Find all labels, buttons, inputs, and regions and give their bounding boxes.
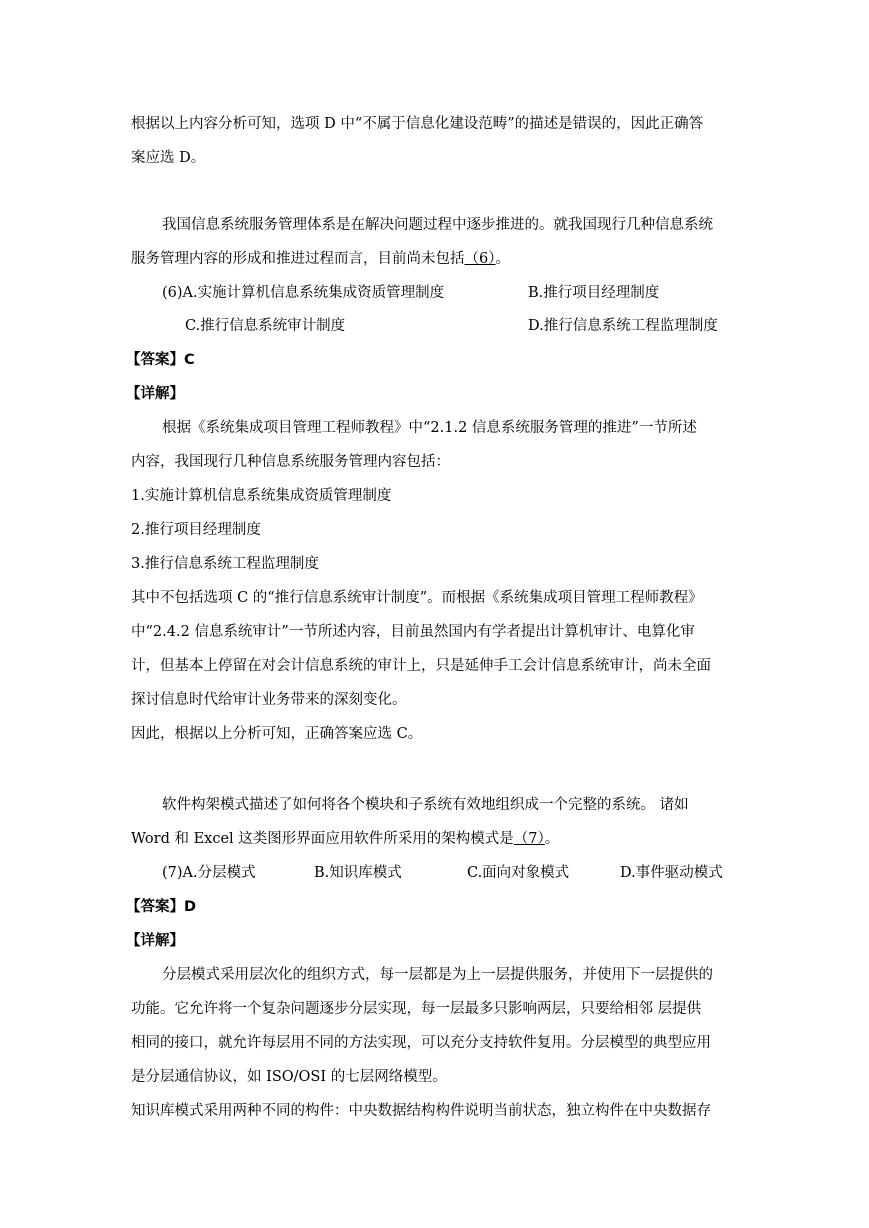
detail-line: 探讨信息时代给审计业务带来的深刻变化。 — [131, 692, 407, 708]
question-6-option-d: D.推行信息系统工程监理制度 — [528, 318, 718, 334]
question-7-stem-line: 软件构架模式描述了如何将各个模块和子系统有效地组织成一个完整的系统。 诸如 — [162, 797, 689, 813]
question-7-detail-heading: 【详解】 — [126, 933, 184, 949]
question-7-option-a: (7)A.分层模式 — [162, 865, 256, 881]
question-7-answer: 【答案】D — [126, 899, 197, 915]
detail-line: 中“2.4.2 信息系统审计”一节所述内容，目前虽然国内有学者提出计算机审计、电算化审 — [131, 624, 695, 640]
stem-text: 。 — [495, 251, 510, 267]
detail-line: 其中不包括选项 C 的“推行信息系统审计制度”。而根据《系统集成项目管理工程师教程》 — [131, 590, 703, 606]
detail-line: 根据《系统集成项目管理工程师教程》中“2.1.2 信息系统服务管理的推进”一节所述 — [162, 420, 697, 436]
question-blank: （6） — [464, 251, 496, 267]
detail-line: 因此，根据以上分析可知，正确答案应选 C。 — [131, 726, 423, 742]
question-7-option-d: D.事件驱动模式 — [620, 865, 723, 881]
detail-line: 2.推行项目经理制度 — [131, 522, 261, 538]
question-6-answer: 【答案】C — [126, 352, 195, 368]
detail-line: 相同的接口，就允许每层用不同的方法实现，可以充分支持软件复用。分层模型的典型应用 — [131, 1035, 711, 1051]
stem-text: 。 — [544, 831, 560, 847]
question-7-stem-line — [131, 829, 559, 849]
detail-line: 内容，我国现行几种信息系统服务管理内容包括： — [131, 454, 450, 470]
stem-text: Word 和 Excel 这类图形界面应用软件所采用的架构模式是 — [131, 831, 514, 847]
question-6-option-a: (6)A.实施计算机信息系统集成资质管理制度 — [162, 285, 445, 301]
question-6-detail-heading: 【详解】 — [126, 386, 184, 402]
detail-line: 1.实施计算机信息系统集成资质管理制度 — [131, 488, 392, 504]
stem-text: 服务管理内容的形成和推进过程而言，目前尚未包括 — [131, 251, 465, 267]
question-6-option-b: B.推行项目经理制度 — [528, 285, 660, 301]
question-6-stem-line — [131, 249, 510, 269]
detail-line: 3.推行信息系统工程监理制度 — [131, 556, 319, 572]
question-7-option-c: C.面向对象模式 — [467, 865, 570, 881]
detail-line: 计，但基本上停留在对会计信息系统的审计上，只是延伸手工会计信息系统审计，尚未全面 — [131, 658, 711, 674]
question-6-stem-line: 我国信息系统服务管理体系是在解决问题过程中逐步推进的。就我国现行几种信息系统 — [162, 217, 713, 233]
question-blank: （7） — [513, 831, 545, 847]
detail-line: 功能。它允许将一个复杂问题逐步分层实现，每一层最多只影响两层，只要给相邻 层提供 — [131, 1001, 702, 1017]
paragraph-line: 根据以上内容分析可知，选项 D 中“不属于信息化建设范畴”的描述是错误的，因此正确答 — [131, 116, 704, 132]
detail-line: 是分层通信协议，如 ISO/OSI 的七层网络模型。 — [131, 1069, 447, 1085]
question-7-option-b: B.知识库模式 — [314, 865, 402, 881]
detail-line: 知识库模式采用两种不同的构件：中央数据结构构件说明当前状态，独立构件在中央数据存 — [131, 1103, 711, 1119]
question-6-option-c: C.推行信息系统审计制度 — [185, 318, 346, 334]
detail-line: 分层模式采用层次化的组织方式，每一层都是为上一层提供服务，并使用下一层提供的 — [162, 967, 713, 983]
paragraph-line: 案应选 D。 — [131, 150, 206, 166]
